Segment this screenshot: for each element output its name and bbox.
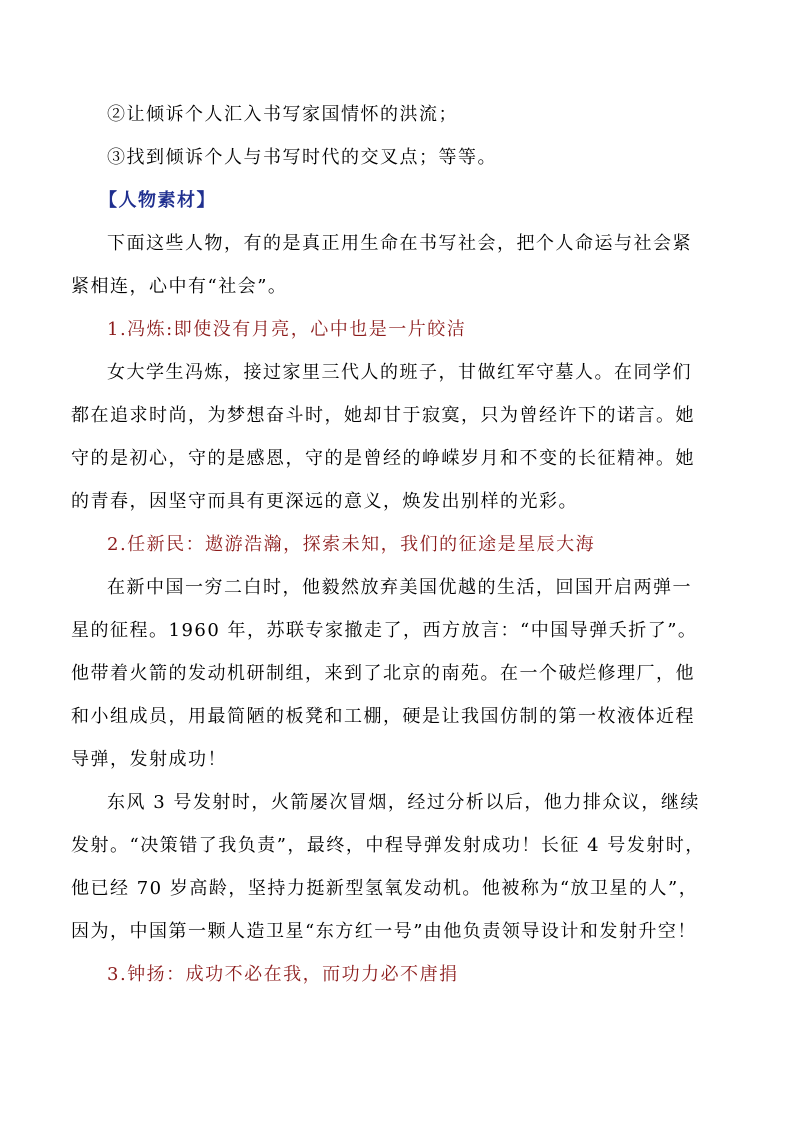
- subheading-feng-lian: 1.冯炼:即使没有月亮，心中也是一片皎洁: [107, 319, 467, 340]
- ren-xinmin-paragraph-1-line-3: 他带着火箭的发动机研制组，来到了北京的南苑。在一个破烂修理厂，他: [71, 663, 695, 684]
- subheading-ren-xinmin: 2.任新民：遨游浩瀚，探索未知，我们的征途是星辰大海: [107, 534, 596, 555]
- subheading-zhong-yang: 3.钟扬：成功不必在我，而功力必不唐捐: [107, 964, 459, 985]
- feng-lian-paragraph-line-2: 都在追求时尚，为梦想奋斗时，她却甘于寂寞，只为曾经许下的诺言。她: [71, 405, 695, 426]
- feng-lian-paragraph-line-4: 的青春，因坚守而具有更深远的意义，焕发出别样的光彩。: [71, 491, 578, 512]
- ren-xinmin-paragraph-1-line-1: 在新中国一穷二白时，他毅然放弃美国优越的生活，回国开启两弹一: [107, 577, 692, 598]
- ren-xinmin-paragraph-1-line-5: 导弹，发射成功！: [71, 749, 227, 770]
- ren-xinmin-paragraph-2-line-4: 因为，中国第一颗人造卫星“东方红一号”由他负责领导设计和发射升空！: [71, 921, 697, 942]
- ren-xinmin-paragraph-2-line-1: 东风 3 号发射时，火箭屡次冒烟，经过分析以后，他力排众议，继续: [107, 792, 700, 813]
- ren-xinmin-paragraph-2-line-3: 他已经 70 岁高龄，坚持力挺新型氢氧发动机。他被称为“放卫星的人”，: [71, 878, 699, 899]
- ren-xinmin-paragraph-1-line-2: 星的征程。1960 年，苏联专家撤走了，西方放言：“中国导弹夭折了”。: [71, 620, 698, 641]
- intro-paragraph-line-2: 紧相连，心中有“社会”。: [71, 276, 288, 297]
- ren-xinmin-paragraph-2-line-2: 发射。“决策错了我负责”，最终，中程导弹发射成功！长征 4 号发射时，: [71, 835, 705, 856]
- list-item-3: ③找到倾诉个人与书写时代的交叉点；等等。: [107, 147, 497, 168]
- section-heading-characters: 【人物素材】: [99, 190, 216, 211]
- feng-lian-paragraph-line-3: 守的是初心，守的是感恩，守的是曾经的峥嵘岁月和不变的长征精神。她: [71, 448, 695, 469]
- intro-paragraph-line-1: 下面这些人物，有的是真正用生命在书写社会，把个人命运与社会紧: [107, 233, 692, 254]
- list-item-2: ②让倾诉个人汇入书写家国情怀的洪流；: [107, 104, 458, 125]
- feng-lian-paragraph-line-1: 女大学生冯炼，接过家里三代人的班子，甘做红军守墓人。在同学们: [107, 362, 692, 383]
- ren-xinmin-paragraph-1-line-4: 和小组成员，用最简陋的板凳和工棚，硬是让我国仿制的第一枚液体近程: [71, 706, 695, 727]
